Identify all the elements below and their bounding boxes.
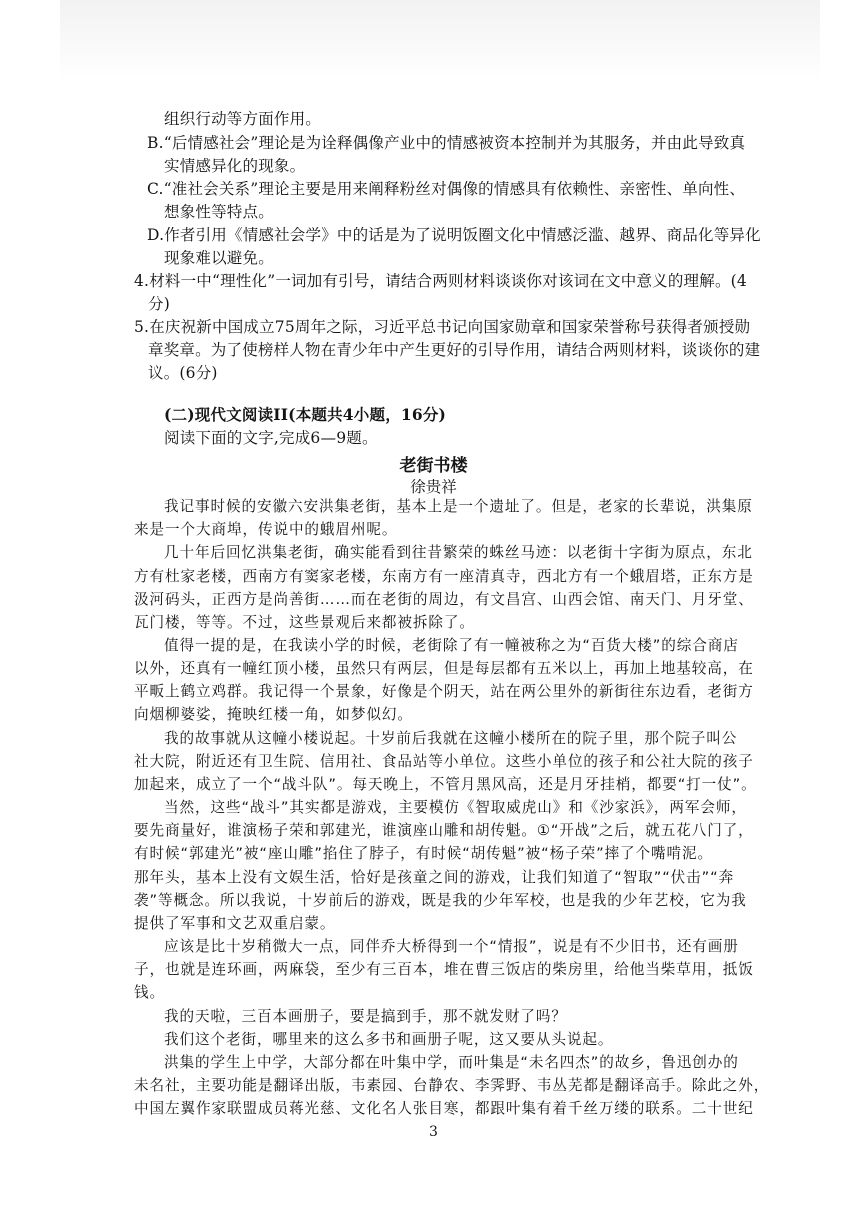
- story-line: 有时候“郭建光”被“座山雕”掐住了脖子，有时候“胡传魁”被“杨子荣”摔了个嘴啃泥。: [134, 845, 713, 862]
- story-line: 我记事时候的安徽六安洪集老街，基本上是一个遗址了。但是，老家的长辈说，洪集原: [164, 498, 753, 515]
- option-d: D.作者引用《情感社会学》中的话是为了说明饭圈文化中情感泛滥、越界、商品化等异化: [147, 226, 761, 244]
- story-title: 老街书楼: [399, 456, 468, 476]
- story-line: 袭”等概念。所以我说，十岁前后的游戏，既是我的少年军校，也是我的少年艺校，它为我: [134, 892, 747, 909]
- story-line: 几十年后回忆洪集老街，确实能看到往昔繁荣的蛛丝马迹：以老街十字街为原点，东北: [164, 544, 753, 561]
- story-line: 瓦门楼，等等。不过，这些景观后来都被拆除了。: [134, 614, 475, 631]
- story-line: 未名社，主要功能是翻译出版，韦素园、台静农、李霁野、韦丛芜都是翻译高手。除此之外，: [134, 1077, 770, 1094]
- option-d-cont: 现象难以避免。: [164, 249, 274, 267]
- option-b: B.“后情感社会”理论是为诠释偶像产业中的情感被资本控制并为其服务，并由此导致真: [147, 134, 746, 152]
- scan-shadow: [60, 0, 820, 80]
- section-instruction: 阅读下面的文字,完成6—9题。: [164, 429, 378, 447]
- story-line: 平畈上鹤立鸡群。我记得一个景象，好像是个阴天，站在两公里外的新街往东边看，老街方: [134, 683, 754, 700]
- story-line: 社大院，附近还有卫生院、信用社、食品站等小单位。这些小单位的孩子和公社大院的孩子: [134, 753, 754, 770]
- story-line: 我的天啦，三百本画册子，要是搞到手，那不就发财了吗？: [164, 1008, 567, 1025]
- story-line: 洪集的学生上中学，大部分都在叶集中学，而叶集是“未名四杰”的故乡，鲁迅创办的: [164, 1054, 739, 1071]
- story-line: 加起来，成立了一个“战斗队”。每天晚上，不管月黑风高，还是月牙挂梢，都要“打一仗”。: [134, 776, 757, 793]
- page-number: 3: [429, 1124, 438, 1140]
- story-line: 方有杜家老楼，西南方有窦家老楼，东南方有一座清真寺，西北方有一个蛾眉塔，正东方是: [134, 568, 754, 585]
- story-author: 徐贵祥: [410, 478, 457, 496]
- story-line: 要先商量好，谁演杨子荣和郭建光，谁演座山雕和胡传魁。①“开战”之后，就五花八门了，: [134, 822, 754, 839]
- question-4-cont: 分): [148, 295, 170, 313]
- story-line: 应该是比十岁稍微大一点，同伴乔大桥得到一个“情报”，说是有不少旧书，还有画册: [164, 938, 739, 955]
- story-line: 我的故事就从这幢小楼说起。十岁前后我就在这幢小楼所在的院子里，那个院子叫公: [164, 730, 738, 747]
- story-line: 汲河码头，正西方是尚善街……而在老街的周边，有文昌宫、山西会馆、南天门、月牙堂、: [134, 591, 754, 608]
- option-c-cont: 想象性等特点。: [164, 203, 274, 221]
- option-c: C.“准社会关系”理论主要是用来阐释粉丝对偶像的情感具有依赖性、亲密性、单向性、: [147, 180, 746, 198]
- story-line: 当然，这些“战斗”其实都是游戏，主要模仿《智取威虎山》和《沙家浜》，两军会师，: [164, 799, 747, 816]
- story-line: 我们这个老街，哪里来的这么多书和画册子呢，这又要从头说起。: [164, 1031, 614, 1048]
- story-line: 向烟柳婆娑，掩映红楼一角，如梦似幻。: [134, 706, 413, 723]
- story-line: 中国左翼作家联盟成员蒋光慈、文化名人张目寒，都跟叶集有着千丝万缕的联系。二十世纪: [134, 1100, 754, 1117]
- story-line: 子，也就是连环画，两麻袋，至少有三百本，堆在曹三饭店的柴房里，给他当柴草用，抵饭: [134, 961, 754, 978]
- option-a-tail: 组织行动等方面作用。: [164, 110, 322, 128]
- section-heading: (二)现代文阅读II(本题共4小题，16分): [164, 405, 447, 424]
- question-5-cont-1: 章奖章。为了使榜样人物在青少年中产生更好的引导作用，请结合两则材料，谈谈你的建: [148, 341, 761, 359]
- story-line: 值得一提的是，在我读小学的时候，老街除了有一幢被称之为“百货大楼”的综合商店: [164, 637, 739, 654]
- story-line: 钱。: [134, 984, 165, 1001]
- story-line: 提供了军事和文艺双重启蒙。: [134, 915, 336, 932]
- option-b-cont: 实情感异化的现象。: [164, 157, 306, 175]
- question-5: 5.在庆祝新中国成立75周年之际，习近平总书记向国家勋章和国家荣誉称号获得者颁授勋: [134, 318, 751, 336]
- question-5-cont-2: 议。(6分): [148, 364, 218, 382]
- story-line: 以外，还真有一幢红顶小楼，虽然只有两层，但是每层都有五米以上，再加上地基较高，在: [134, 660, 754, 677]
- story-line: 那年头，基本上没有文娱生活，恰好是孩童之间的游戏，让我们知道了“智取”“伏击”“奔: [134, 869, 735, 886]
- question-4: 4.材料一中“理性化”一词加有引号，请结合两则材料谈谈你对该词在文中意义的理解。(4: [134, 272, 747, 290]
- story-line: 来是一个大商埠，传说中的蛾眉州呢。: [134, 521, 398, 538]
